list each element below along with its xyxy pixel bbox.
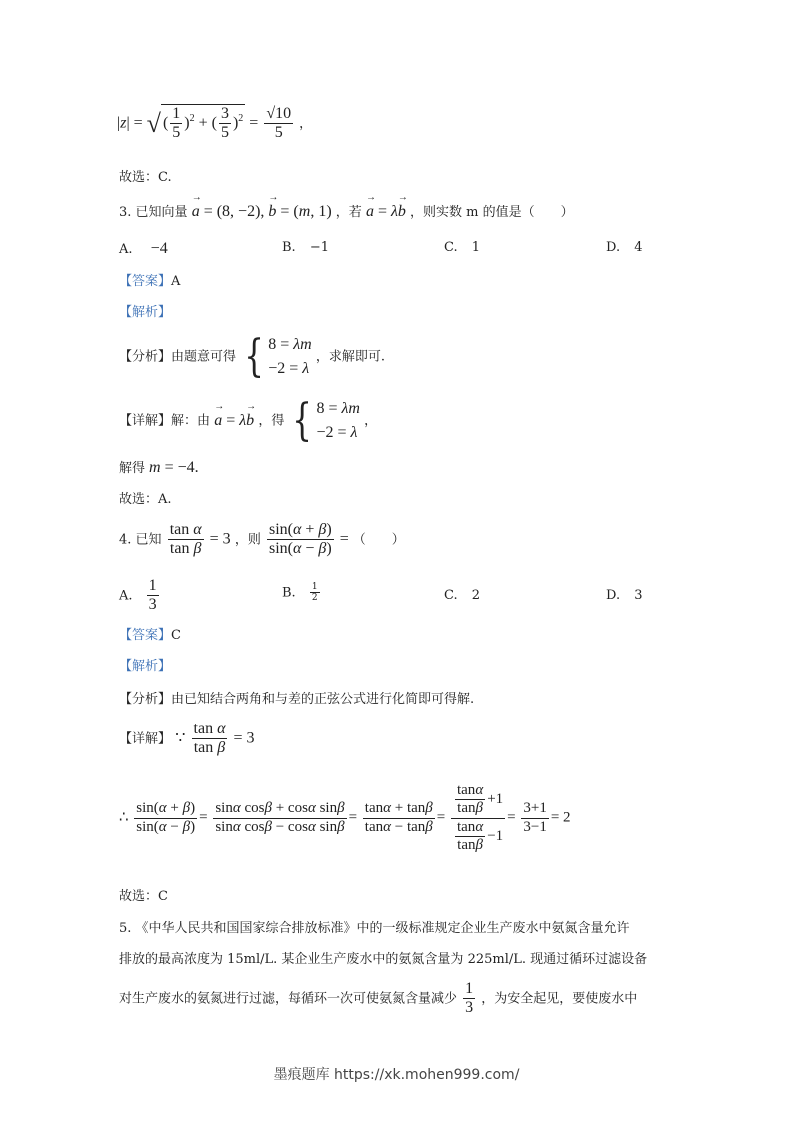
q4-answer: 【答案】C [119, 628, 181, 643]
modulus-formula: |z| = √ ( $\frac{1}{5}$ )$^2$ + ( $\frac{3}{5}$ )$^2$ = $\frac{√10}{5}$ ， [117, 105, 313, 142]
q3-conclusion: 故选：A. [119, 492, 172, 507]
q4-option-b: B. $\frac{1}{2}$ [282, 582, 318, 604]
q4-conclusion: 故选：C [119, 889, 168, 904]
q5-line-1: 5. 《中华人民共和国国家综合排放标准》中的一级标准规定企业生产废水中氨氮含量允许 [119, 921, 630, 936]
q3-suffix: ，则实数 m 的值是（ ） [410, 205, 574, 220]
q3-option-a: A. −4 [119, 240, 168, 257]
q4-option-a: A. $\frac{1}{3}$ [119, 577, 157, 614]
question-3 [119, 201, 574, 221]
q3-answer: 【答案】A [119, 274, 181, 289]
q4-derivation: ∴ $\frac{\sin(\alpha + \beta)}{\sin(\alpha - \beta)}$ = $\frac{\text{sinα cosβ + cosα sinβ}}{\text{sinα cosβ − cosα sinβ}}$ = $\frac{\tan\alpha + \tan\beta}{\tan\alpha - \tan\beta}$ = $\frac{\tan\alpha}{\tan\beta}$ +1 $\frac{\tan\alpha}{\tan\beta}$ −1 = $\frac{3+1}{3-1}$ = 2 [119, 782, 571, 853]
q5-line-2: 排放的最高浓度为 15ml/L. 某企业生产废水中的氨氮含量为 225ml/L. 现通过循环过滤设备 [119, 952, 648, 967]
q3-cond: ，若 [335, 205, 362, 220]
q4-xiangjie: 【详解】 ∵ $\frac{\text{tan α}}{\text{tan β}}$ = 3 [119, 720, 255, 757]
q3-parallel-cond: → a = λ→ b [366, 203, 406, 220]
q5-line-3: 对生产废水的氨氮进行过滤，每循环一次可使氨氮含量减少 $\frac{1}{3}$ ，为安全起见，要使废水中 [119, 980, 638, 1017]
q3-option-d: D. 4 [606, 240, 643, 255]
line-tail: ， [299, 115, 313, 131]
question-4: 4. 已知 $\frac{\text{tan α}}{\text{tan β}}$ = 3 ，则 $\frac{\sin(\alpha + \beta)}{\sin(\alpha - \beta)}$ = （ ） [119, 521, 405, 558]
q4-jiexi: 【解析】 [119, 659, 172, 674]
q4-fenxi: 【分析】由已知结合两角和与差的正弦公式进行化简即可得解. [119, 692, 475, 707]
q3-jiexi: 【解析】 [119, 305, 172, 320]
q3-solve: 解得 m = −4. [119, 459, 199, 476]
conclusion-line: 故选：C. [119, 170, 172, 185]
q3-xiangjie: 【详解】解：由 → a = λ→ b ，得 { 8 = λm −2 = λ ， [119, 397, 377, 445]
q3-fenxi: 【分析】由题意可得 { 8 = λm −2 = λ ，求解即可. [119, 331, 385, 382]
footer-watermark: 墨痕题库 https://xk.mohen999.com/ [273, 1067, 520, 1083]
q3-option-c: C. 1 [444, 240, 481, 255]
q4-option-d: D. 3 [606, 588, 643, 603]
q3-prefix: 3. 已知向量 [119, 205, 188, 220]
q4-option-c: C. 2 [444, 588, 481, 603]
q3-option-b: B. −1 [282, 240, 329, 255]
q3-vectors: → a = (8, −2), → b = (m, 1) [192, 203, 332, 220]
